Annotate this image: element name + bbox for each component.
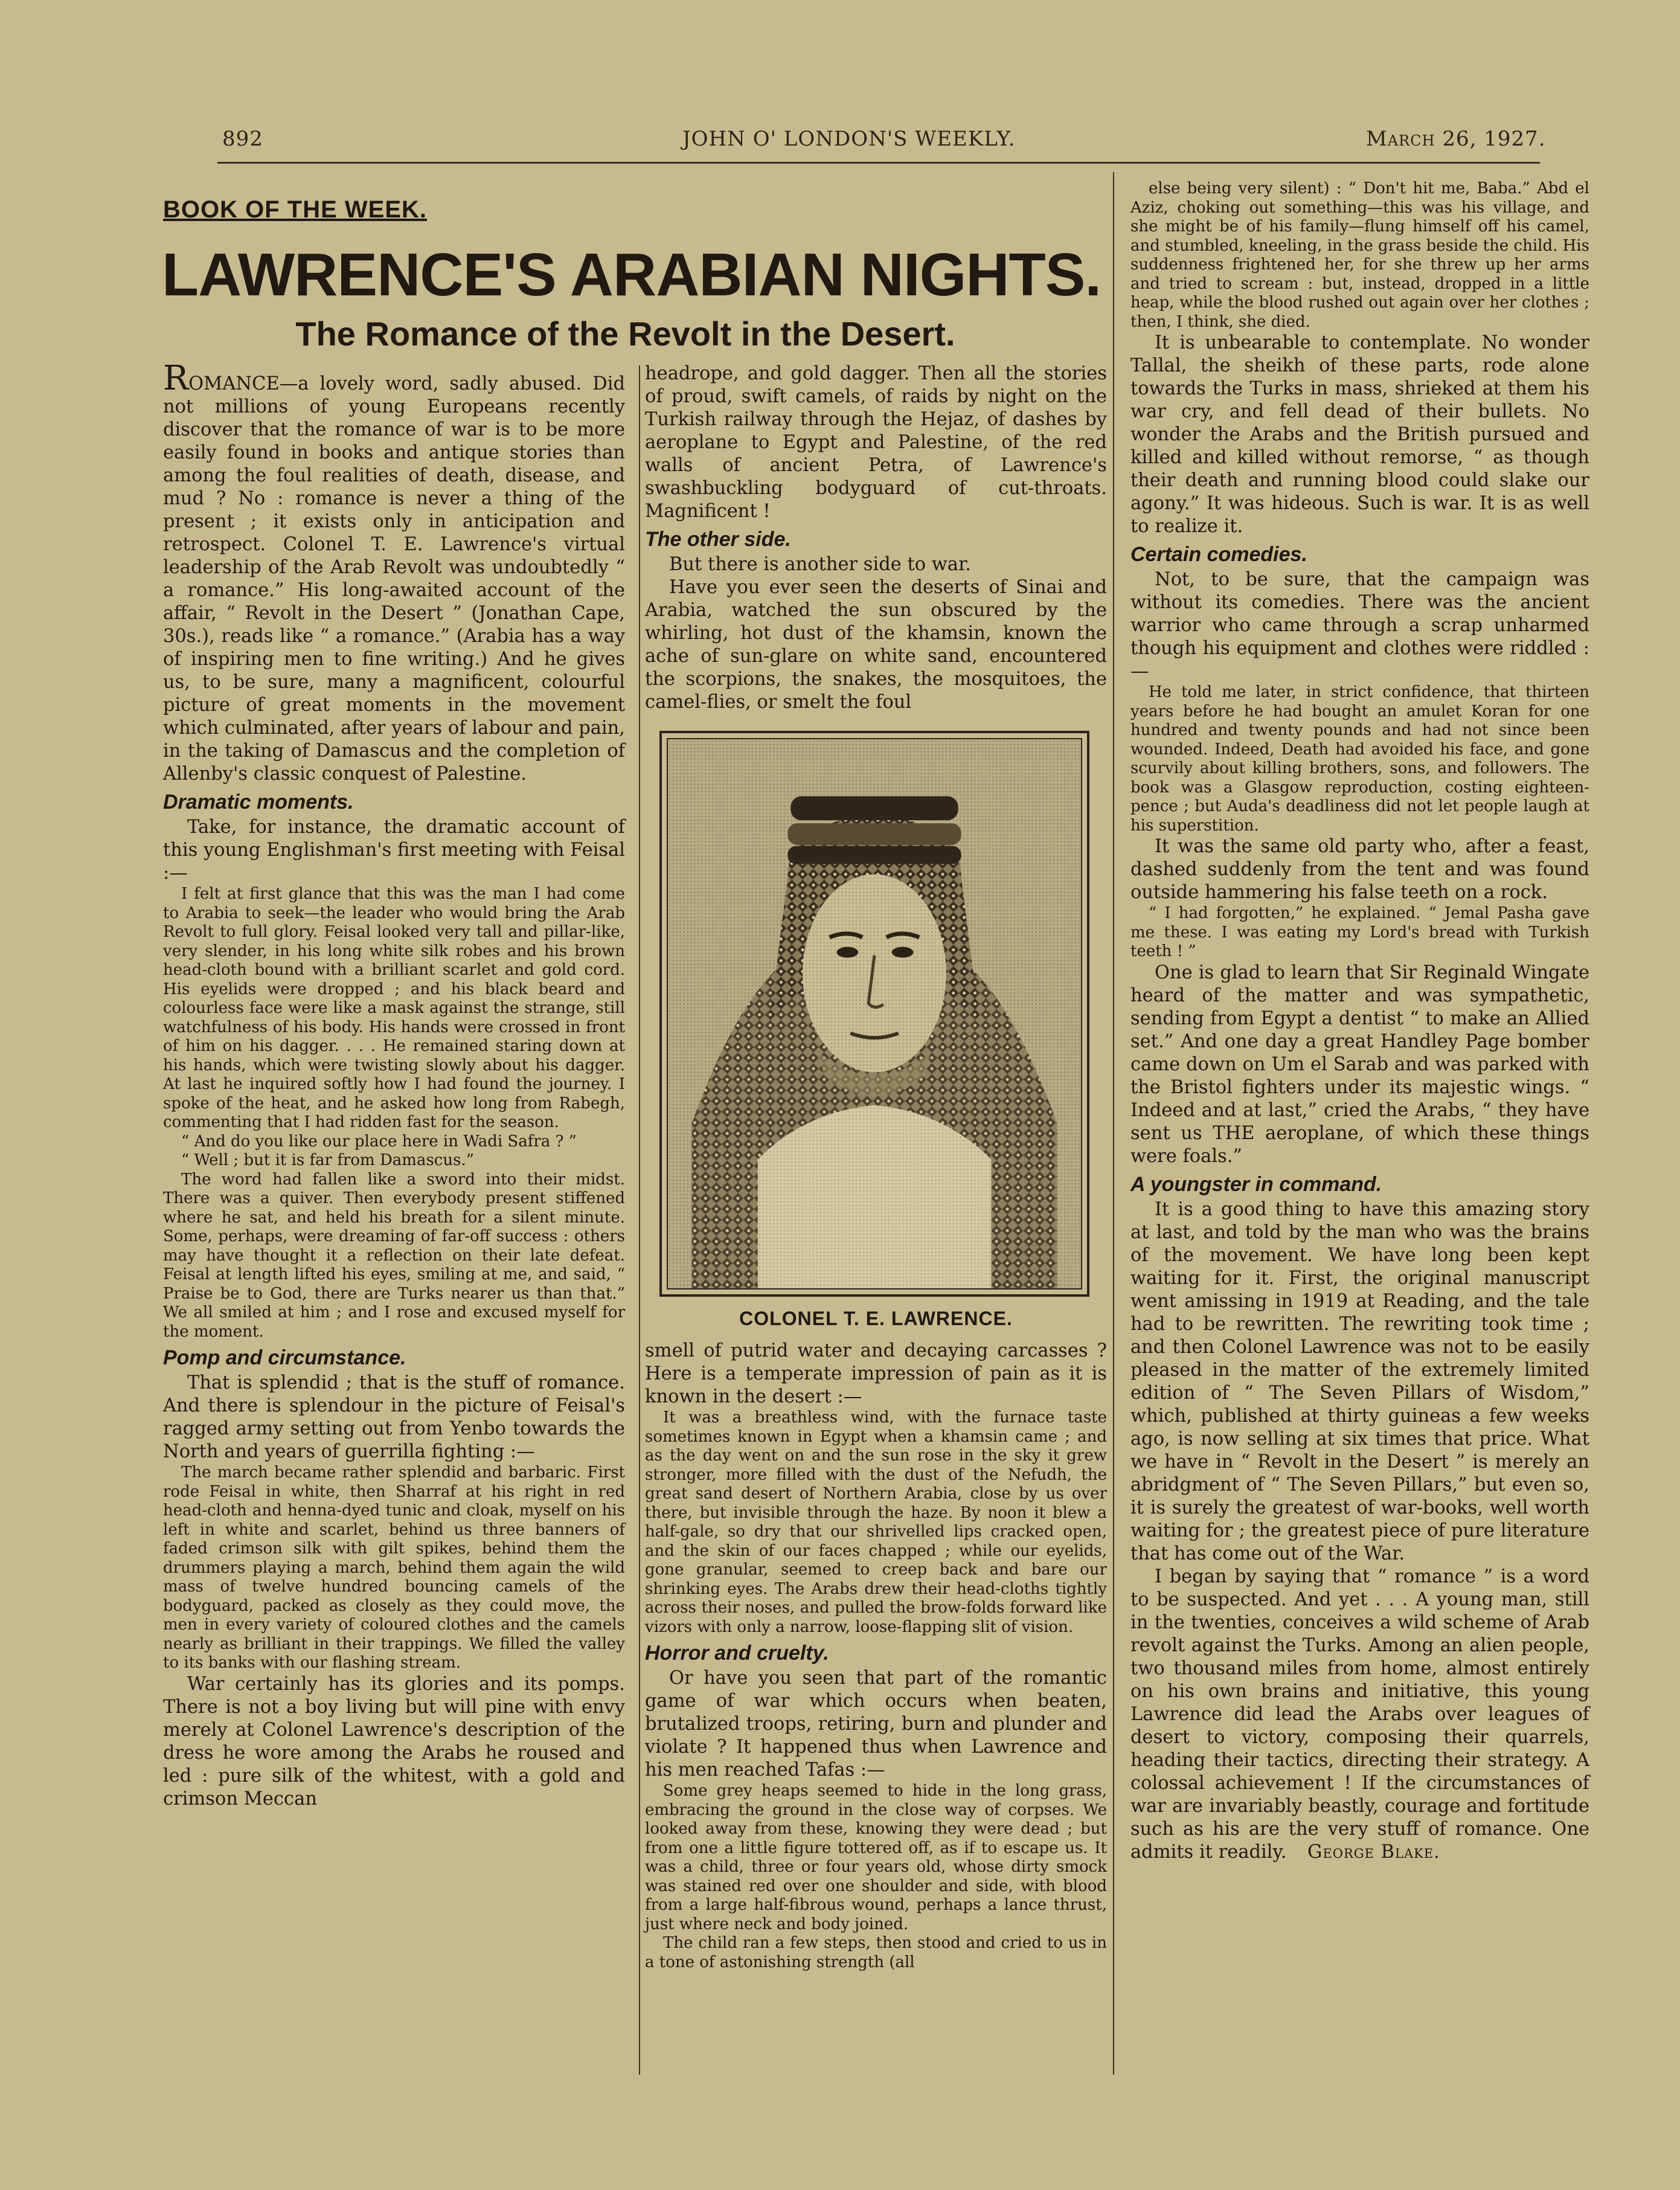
- article-headline: LAWRENCE'S ARABIAN NIGHTS.: [162, 241, 1101, 309]
- column-3: [1130, 179, 1589, 1864]
- photo-caption: COLONEL T. E. LAWRENCE.: [739, 1308, 1013, 1329]
- quoted-passage: The word had fallen like a sword into their midst. There was a quiver. Then everybody present stiffened where he sat, and held his breath for a silent minute. Some, perhaps, were dreaming of far-off success : others may have thought it a reflection on their late defeat. Feisal at length lifted his eyes, smiling at me, and said, “ Praise be to God, there are Turks nearer us than that.” We all smiled at him ; and I rose and excused myself for the moment.: [163, 1170, 625, 1341]
- section-heading: Certain comedies.: [1130, 543, 1307, 566]
- drop-cap: R: [163, 359, 189, 398]
- column-2-top: [645, 362, 1107, 714]
- author-signature: George Blake.: [1301, 1841, 1440, 1863]
- paragraph: Not, to be sure, that the campaign was without its comedies. There was the ancient warrior who came through a scrap unharmed though his equipment and clothes were riddled :—: [1130, 569, 1589, 682]
- issue-date: March 26, 1927.: [1366, 127, 1546, 151]
- quoted-passage: It was a breathless wind, with the furnace taste sometimes known in Egypt when a khamsin came ; and as the day went on and the sun rose in the sky it grew stronger, more filled with the dust of the Nefudh, the great sand desert of Northern Arabia, close by us over there, but invisible through the haze. By noon it blew a half-gale, so dry that our shrivelled lips cracked open, and the skin of our faces chapped ; while our eyelids, gone granular, seemed to creep back and bare our shrinking eyes. The Arabs drew their head-cloths tightly across their noses, and pulled the brow-folds forward like vizors with only a narrow, loose-flapping slit of vision.: [645, 1408, 1107, 1636]
- quoted-passage: Some grey heaps seemed to hide in the long grass, embracing the ground in the close way of corpses. We looked away from these, knowing they were dead ; but from one a little figure tottered off, as if to escape us. It was a child, three or four years old, whose dirty smock was stained red over one shoulder and side, with blood from a large half-fibrous wound, perhaps a lance thrust, just where neck and body joined.: [645, 1782, 1107, 1933]
- paragraph: It is a good thing to have this amazing story at last, and told by the man who was the brains of the movement. We have long been kept waiting for it. First, the original manuscript went amissing in 1919 at Reading, and the tale had to be rewritten. The rewriting took time ; and then Colonel Lawrence was not to be easily pleased in the matter of the extremely limited edition of “ The Seven Pillars of Wisdom,” which, published at thirty guineas a few weeks ago, is now selling at six times that price. What we have in “ Revolt in the Desert ” is merely an abridgment of “ The Seven Pillars,” but even so, it is surely the greatest of war-books, well worth waiting for ; the greatest piece of pure literature that has come out of the War.: [1130, 1198, 1589, 1564]
- paragraph: That is splendid ; that is the stuff of romance. And there is splendour in the picture of Feisal's ragged army setting out from Yenbo towards the North and years of guerrilla fighting :—: [163, 1372, 625, 1462]
- paragraph: [163, 359, 625, 786]
- section-heading: The other side.: [645, 528, 791, 551]
- quoted-passage: “ I had forgotten,” he explained. “ Jemal Pasha gave me these. I was eating my Lord's bread with Turkish teeth ! ”: [1130, 904, 1589, 960]
- paragraph-text: I began by saying that “ romance ” is a word to be suspected. And yet . . . A young man, still in the twenties, conceives a wild scheme of Arab revolt against the Turks. Among an alien people, two thousand miles from home, almost entirely on his own brains and initiative, this young Lawrence did lead the Arabs over leagues of desert to victory, composing their quarrels, heading their tactics, directing their strategy. A colossal achievement ! If the circumstances of war are invariably beastly, courage and fortitude such as his are the very stuff of romance. One admits it readily.: [1130, 1565, 1589, 1863]
- section-heading: Horror and cruelty.: [645, 1642, 829, 1665]
- section-heading: Pomp and circumstance.: [163, 1346, 406, 1369]
- paragraph: headrope, and gold dagger. Then all the stories of proud, swift camels, of raids by night on the Turkish railway through the Hejaz, of dashes by aeroplane to Egypt and Palestine, of the red walls of ancient Petra, of Lawrence's swashbuckling bodyguard of cut-throats. Magnificent !: [645, 363, 1107, 522]
- portrait-photo: [659, 731, 1089, 1297]
- quoted-passage: The march became rather splendid and barbaric. First rode Feisal in white, then Sharraf at his right in red head-cloth and henna-dyed tunic and cloak, myself on his left in white and scarlet, behind us three banners of faded crimson silk with gilt spikes, behind them the drummers playing a march, behind them again the wild mass of twelve hundred bouncing camels of the bodyguard, packed as closely as they could move, the men in every variety of coloured clothes and the camels nearly as brilliant in their trappings. We filled the valley to its banks with our flashing stream.: [163, 1463, 625, 1672]
- paragraph: One is glad to learn that Sir Reginald Wingate heard of the matter and was sympathetic, sending from Egypt a dentist “ to make an Allied set.” And one day a great Handley Page bomber came down on Um el Sarab and was parked with the Bristol fighters under its majestic wings. “ Indeed and at last,” cried the Arabs, “ they have sent us THE aeroplane, of which these things were foals.”: [1130, 962, 1589, 1167]
- quoted-passage: else being very silent) : “ Don't hit me, Baba.” Abd el Aziz, choking out something—this was his village, and she might be of his family—flung himself off his camel, and stumbled, kneeling, in the grass beside the child. His suddenness frightened her, for she threw up her arms and tried to scream : but, instead, dropped in a little heap, while the blood rushed out again over her clothes ; then, I think, she died.: [1130, 179, 1589, 331]
- section-heading: Dramatic moments.: [163, 791, 354, 814]
- column-2-bottom: [645, 1340, 1107, 1972]
- paragraph: War certainly has its glories and its pomps. There is not a boy living but will pine with envy merely at Colonel Lawrence's description of the dress he wore among the Arabs he roused and led : pure silk of the whitest, with a gold and crimson Meccan: [163, 1673, 625, 1809]
- paragraph: Take, for instance, the dramatic account of this young Englishman's first meeting with Feisal :—: [163, 817, 625, 884]
- column-1: [163, 359, 625, 1811]
- column-rule-1: [639, 365, 640, 2075]
- article-subheadline: The Romance of the Revolt in the Desert.: [295, 315, 955, 353]
- header-rule: [217, 162, 1540, 164]
- quoted-passage: He told me later, in strict confidence, that thirteen years before he had bought an amulet Koran for one hundred and twenty pounds and had not since been wounded. Indeed, Death had avoided his face, and gone scurvily about killing brothers, sons, and followers. The book was a Glasgow reproduction, costing eighteen-pence ; but Auda's deadliness did not let people laugh at his superstition.: [1130, 683, 1589, 835]
- quoted-passage: “ And do you like our place here in Wadi Safra ? ”: [181, 1132, 577, 1151]
- page-number: 892: [222, 127, 263, 151]
- section-kicker: BOOK OF THE WEEK.: [163, 196, 427, 223]
- publication-title: JOHN O' LONDON'S WEEKLY.: [682, 127, 1016, 151]
- paragraph: Have you ever seen the deserts of Sinai and Arabia, watched the sun obscured by the whirling, hot dust of the khamsin, known the ache of sun-glare on white sand, encountered the scorpions, the snakes, the mosquitoes, the camel-flies, or smelt the foul: [645, 577, 1107, 713]
- paragraph: It was the same old party who, after a feast, dashed suddenly from the tent and was found outside hammering his false teeth on a rock.: [1130, 836, 1589, 903]
- paragraph: [1130, 1565, 1589, 1864]
- lead-text: OMANCE—a lovely word, sadly abused. Did not millions of young Europeans recently discover that the romance of war is to be more easily found in books and antique stories than among the foul realities of death, disease, and mud ? No : romance is never a thing of the present ; it exists only in anticipation and retrospect. Colonel T. E. Lawrence's virtual leadership of the Arab Revolt was undoubtedly “ a romance.” His long-awaited account of the affair, “ Revolt in the Desert ” (Jonathan Cape, 30s.), reads like “ a romance.” (Arabia has a way of inspiring men to fine writing.) And he gives us, to be sure, many a magnificent, colourful picture of great moments in the movement which culminated, after years of labour and pain, in the taking of Damascus and the completion of Allenby's classic conquest of Palestine.: [163, 373, 625, 785]
- paragraph: Or have you seen that part of the romantic game of war which occurs when beaten, brutalized troops, retiring, burn and plunder and violate ? It happened thus when Lawrence and his men reached Tafas :—: [645, 1668, 1107, 1781]
- paragraph: smell of putrid water and decaying carcasses ? Here is a temperate impression of pain as it is known in the desert :—: [645, 1340, 1107, 1407]
- portrait-of-lawrence-image: [668, 739, 1081, 1288]
- paragraph: But there is another side to war.: [669, 554, 972, 575]
- paragraph: It is unbearable to contemplate. No wonder Tallal, the sheikh of these parts, rode alone towards the Turks in mass, shrieked at them his war cry, and fell dead of their bullets. No wonder the Arabs and the British pursued and killed and killed without remorse, “ as though their death and running blood could slake our agony.” It was hideous. Such is war. It is as well to realize it.: [1130, 332, 1589, 537]
- quoted-passage: “ Well ; but it is far from Damascus.”: [181, 1151, 475, 1169]
- column-rule-2: [1113, 172, 1114, 2075]
- quoted-passage: The child ran a few steps, then stood and cried to us in a tone of astonishing strength (all: [645, 1934, 1107, 1971]
- section-heading: A youngster in command.: [1130, 1172, 1382, 1196]
- quoted-passage: I felt at first glance that this was the man I had come to Arabia to seek—the leader who would bring the Arab Revolt to full glory. Feisal looked very tall and pillar-like, very slender, in his long white silk robes and his brown head-cloth bound with a brilliant scarlet and gold cord. His eyelids were dropped ; and his black beard and colourless face were like a mask against the strange, still watchfulness of his body. His hands were crossed in front of him on his dagger. . . . He remained staring down at his hands, which were twisting slowly about his dagger. At last he inquired softly how I had found the journey. I spoke of the heat, and he asked how long from Rabegh, commenting that I had ridden fast for the season.: [163, 885, 625, 1131]
